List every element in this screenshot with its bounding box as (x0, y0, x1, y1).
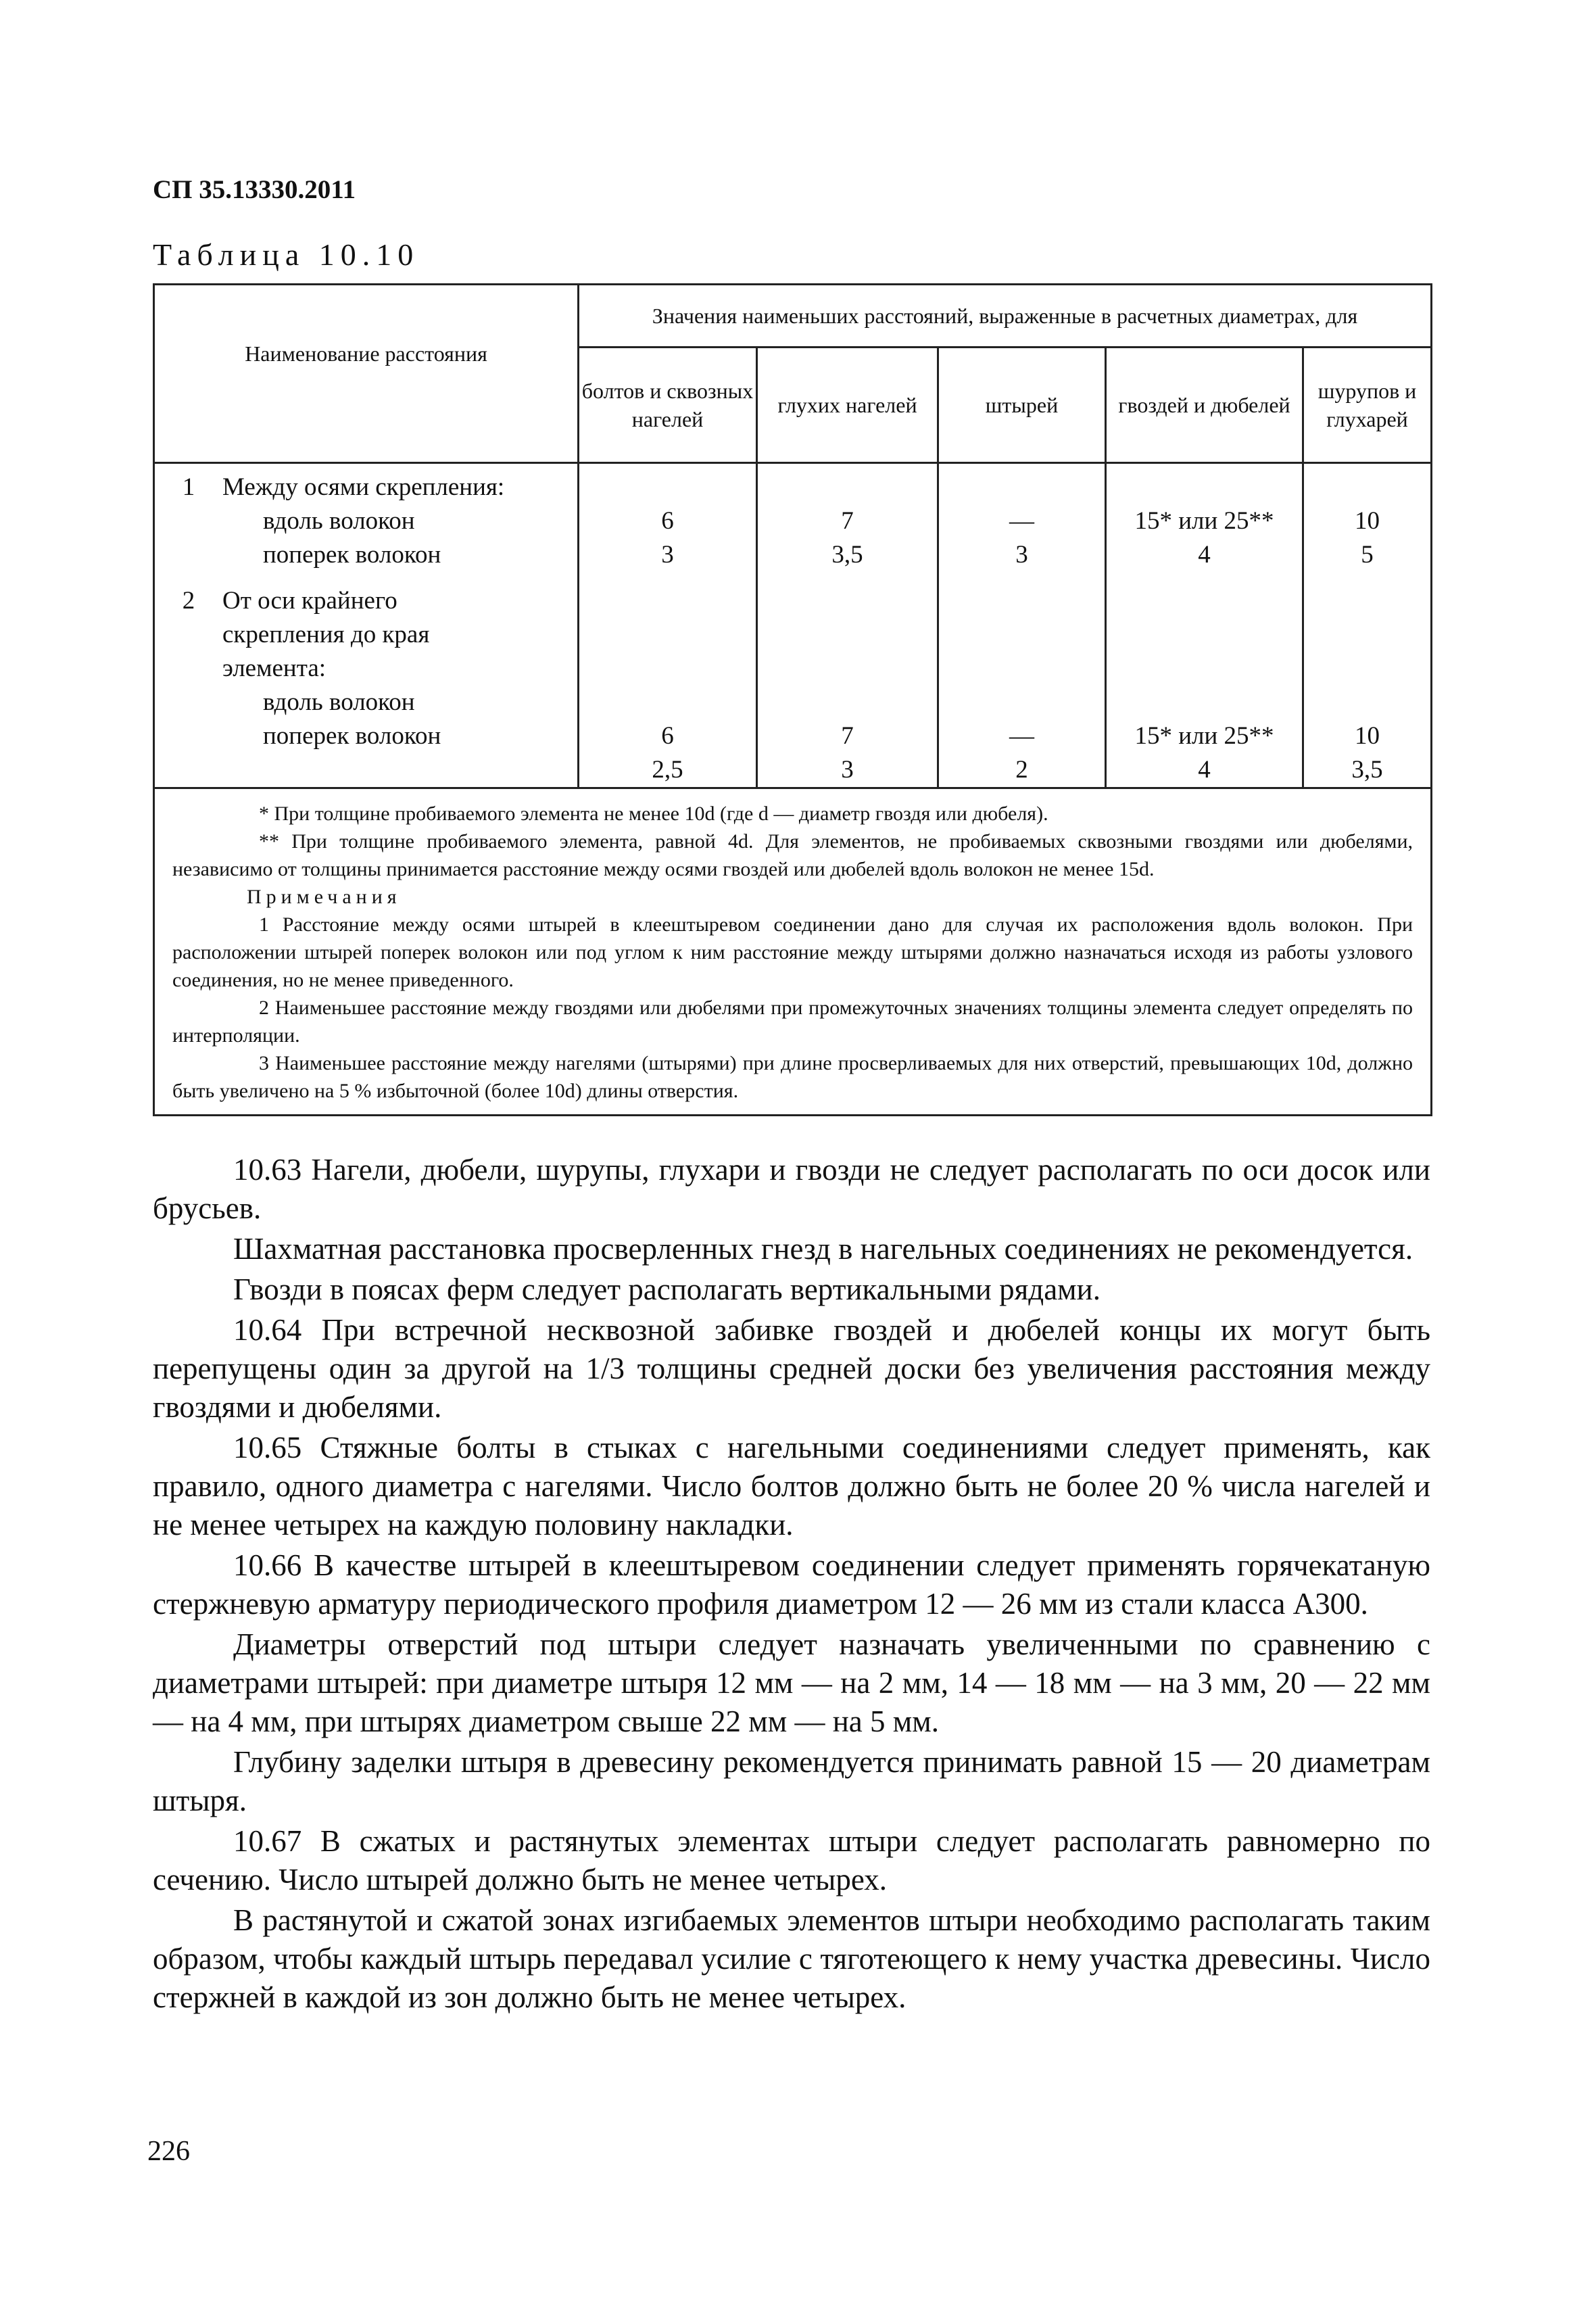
page-number: 226 (147, 2136, 190, 2167)
value-cell: — (1009, 722, 1034, 750)
value-cell: 6 (661, 507, 674, 535)
note-1: 1 Расстояние между осями штырей в клеештыревом соединении дано для случая их расположения вдоль волокон. При расположении штырей поперек волокон или под углом к ним расстояние между штырями должно назначаться исходя из работы узлового соединения, но не менее приведенного. (172, 913, 1413, 991)
value-cell: 3 (1015, 541, 1028, 569)
table-footnotes (154, 788, 1432, 1116)
note-2: 2 Наименьшее расстояние между гвоздями или дюбелями при промежуточных значениях толщины элемента следует определять по интерполяции. (172, 997, 1413, 1047)
paragraph: 10.64 При встречной несквозной забивке гвоздей и дюбелей концы их могут быть перепущены один за другой на 1/3 толщины средней доски без увеличения расстояния между гвоздями и дюбелями. (153, 1313, 1430, 1424)
sub-label-along: вдоль волокон (263, 507, 415, 535)
notes-title: Примечания (247, 886, 402, 908)
table-notes-row (154, 788, 1432, 1116)
paragraph: Гвозди в поясах ферм следует располагать вертикальными рядами. (233, 1272, 1101, 1306)
value-cell: 2 (1015, 756, 1028, 784)
column-nails-values (1106, 463, 1303, 788)
footnote-2: ** При толщине пробиваемого элемента, равной 4d. Для элементов, не пробиваемых сквозными гвоздями или дюбелями, независимо от толщины принимается расстояние между осями гвоздей или дюбелей вдоль волокон не менее 15d. (172, 830, 1413, 880)
value-cell: 3 (841, 756, 854, 784)
column-screws-values (1303, 463, 1432, 788)
footnote-1: * При толщине пробиваемого элемента не менее 10d (где d — диаметр гвоздя или дюбеля). (259, 803, 1048, 825)
row-number: 2 (182, 587, 195, 615)
value-cell: 5 (1361, 541, 1374, 569)
header-pins: штырей (938, 348, 1106, 463)
value-cell: 7 (841, 507, 854, 535)
value-cell: 7 (841, 722, 854, 750)
value-cell: 4 (1198, 756, 1211, 784)
column-pins-values (938, 463, 1106, 788)
header-nails: гвоздей и дюбелей (1106, 348, 1303, 463)
document-code: СП 35.13330.2011 (153, 175, 356, 204)
sub-label-across: поперек волокон (263, 722, 441, 750)
table-row (154, 463, 1432, 788)
body-text (153, 1151, 1430, 2019)
paragraph: 10.67 В сжатых и растянутых элементах штыри следует располагать равномерно по сечению. Число штырей должно быть не менее четырех. (153, 1824, 1430, 1896)
row-names-cell (154, 463, 579, 788)
header-distance-name: Наименование расстояния (154, 285, 579, 463)
header-blind-dowels: глухих нагелей (757, 348, 938, 463)
sub-label-along: вдоль волокон (263, 688, 415, 716)
value-cell: 3 (661, 541, 674, 569)
table-caption: Таблица 10.10 (153, 237, 420, 272)
paragraph: Глубину заделки штыря в древесину рекомендуется принимать равной 15 — 20 диаметрам штыря. (153, 1745, 1430, 1817)
value-cell: 3,5 (1351, 756, 1383, 784)
value-cell: 3,5 (831, 541, 863, 569)
paragraph: Шахматная расстановка просверленных гнезд в нагельных соединениях не рекомендуется. (233, 1232, 1413, 1266)
value-cell: — (1009, 507, 1034, 535)
row-title: От оси крайнего скрепления до края элемента: (222, 587, 430, 682)
value-cell: 10 (1355, 722, 1380, 750)
paragraph: 10.63 Нагели, дюбели, шурупы, глухари и гвозди не следует располагать по оси досок или брусьев. (153, 1153, 1430, 1225)
value-cell: 10 (1355, 507, 1380, 535)
sub-label-across: поперек волокон (263, 541, 441, 569)
row-number: 1 (182, 473, 195, 501)
value-cell: 2,5 (652, 756, 683, 784)
column-blind-dowels-values (757, 463, 938, 788)
value-cell: 15* или 25** (1134, 722, 1274, 750)
header-value-group: Значения наименьших расстояний, выраженные в расчетных диаметрах, для (579, 285, 1432, 348)
paragraph: 10.66 В качестве штырей в клеештыревом соединении следует применять горячекатаную стержневую арматуру периодического профиля диаметром 12 — 26 мм из стали класса А300. (153, 1548, 1430, 1621)
column-bolts-values (579, 463, 757, 788)
header-bolts: болтов и сквозных нагелей (579, 348, 757, 463)
note-3: 3 Наименьшее расстояние между нагелями (штырями) при длине просверливаемых для них отверстий, превышающих 10d, должно быть увеличено на 5 % избыточной (более 10d) длины отверстия. (172, 1052, 1413, 1102)
spacing-table (153, 283, 1432, 1116)
value-cell: 15* или 25** (1134, 507, 1274, 535)
value-cell: 6 (661, 722, 674, 750)
paragraph: В растянутой и сжатой зонах изгибаемых элементов штыри необходимо располагать таким образом, чтобы каждый штырь передавал усилие с тяготеющего к нему участка древесины. Число стержней в каждой из зон должно быть не менее четырех. (153, 1903, 1430, 2014)
value-cell: 4 (1198, 541, 1211, 569)
table-header-row (154, 285, 1432, 348)
paragraph: Диаметры отверстий под штыри следует назначать увеличенными по сравнению с диаметрами штырей: при диаметре штыря 12 мм — на 2 мм, 14 — 18 мм — на 3 мм, 20 — 22 мм — на 4 мм, при штырях диаметром свыше 22 мм — на 5 мм. (153, 1627, 1430, 1738)
row-title: Между осями скрепления: (222, 473, 505, 501)
paragraph: 10.65 Стяжные болты в стыках с нагельными соединениями следует применять, как правило, одного диаметра с нагелями. Число болтов должно быть не более 20 % числа нагелей и не менее четырех на каждую половину накладки. (153, 1431, 1430, 1542)
header-screws: шурупов и глухарей (1303, 348, 1432, 463)
